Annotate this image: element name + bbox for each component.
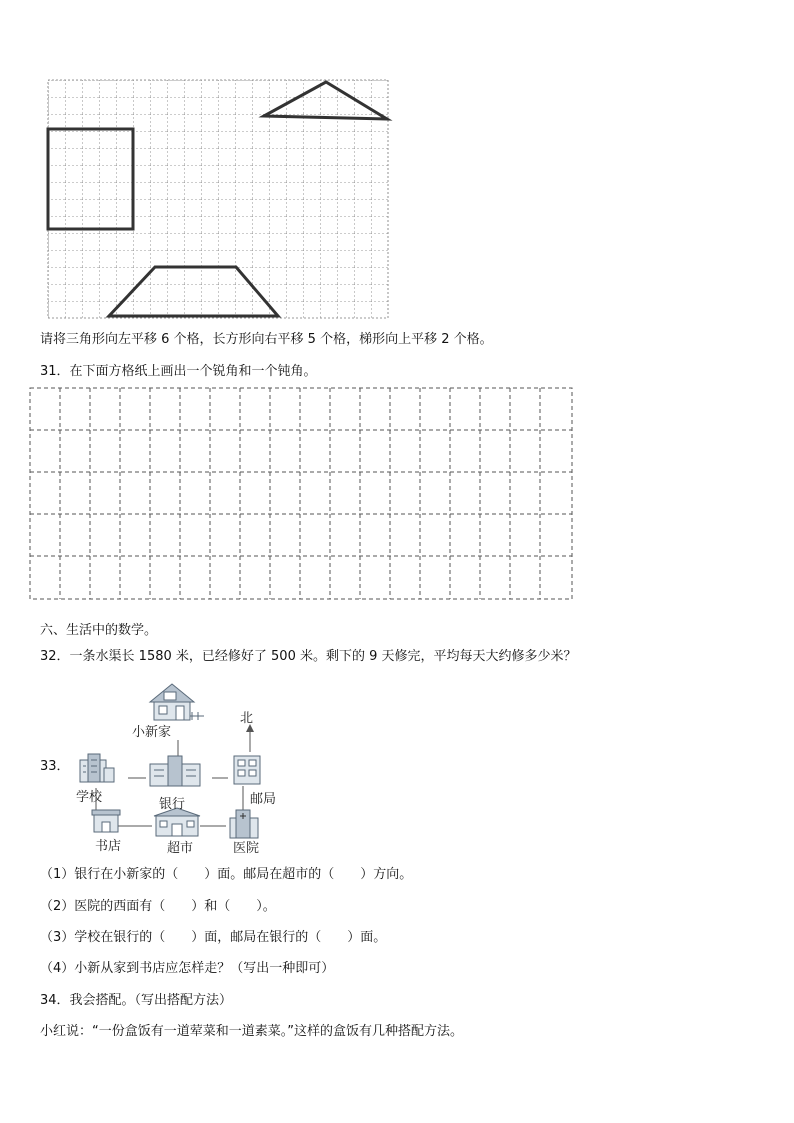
question-34-title: 34．我会搭配。（写出搭配方法） [40, 993, 233, 1008]
town-map [68, 678, 288, 858]
question-33-part-1: （1）银行在小新家的（ ）面。邮局在超市的（ ）方向。 [40, 867, 413, 882]
bookstore-icon [92, 810, 120, 832]
section-6-title: 六、生活中的数学。 [40, 623, 158, 638]
bank-icon [150, 756, 200, 786]
school-label: 学校 [76, 790, 103, 805]
bank-label: 银行 [159, 797, 186, 812]
translation-instruction: 请将三角形向左平移 6 个格，长方形向右平移 5 个格，梯形向上平移 2 个格。 [40, 332, 493, 347]
question-31-text: 31．在下面方格纸上画出一个锐角和一个钝角。 [40, 364, 317, 379]
angle-drawing-grid[interactable] [28, 386, 576, 602]
translation-grid [40, 72, 396, 322]
question-33-number: 33． [40, 759, 70, 774]
school-icon [80, 754, 114, 782]
bookstore-label: 书店 [95, 839, 122, 854]
question-33-part-2: （2）医院的西面有（ ）和（ ）。 [40, 899, 276, 914]
house-icon [150, 684, 204, 720]
home-label: 小新家 [132, 725, 172, 740]
post-office-icon [234, 756, 260, 784]
grid-lines [48, 80, 388, 318]
question-32-text: 32．一条水渠长 1580 米，已经修好了 500 米。剩下的 9 天修完，平均每天大约修多少米？ [40, 649, 577, 664]
post-office-label: 邮局 [250, 792, 277, 807]
hospital-icon [230, 810, 258, 838]
question-34-text: 小红说：“一份盒饭有一道荤菜和一道素菜。”这样的盒饭有几种搭配方法。 [40, 1024, 463, 1039]
north-label: 北 [240, 711, 254, 726]
question-33-part-3: （3）学校在银行的（ ）面，邮局在银行的（ ）面。 [40, 930, 387, 945]
question-33-part-4: （4）小新从家到书店应怎样走？（写出一种即可） [40, 961, 335, 976]
hospital-label: 医院 [233, 841, 260, 856]
supermarket-label: 超市 [167, 841, 194, 856]
supermarket-icon [154, 808, 200, 836]
